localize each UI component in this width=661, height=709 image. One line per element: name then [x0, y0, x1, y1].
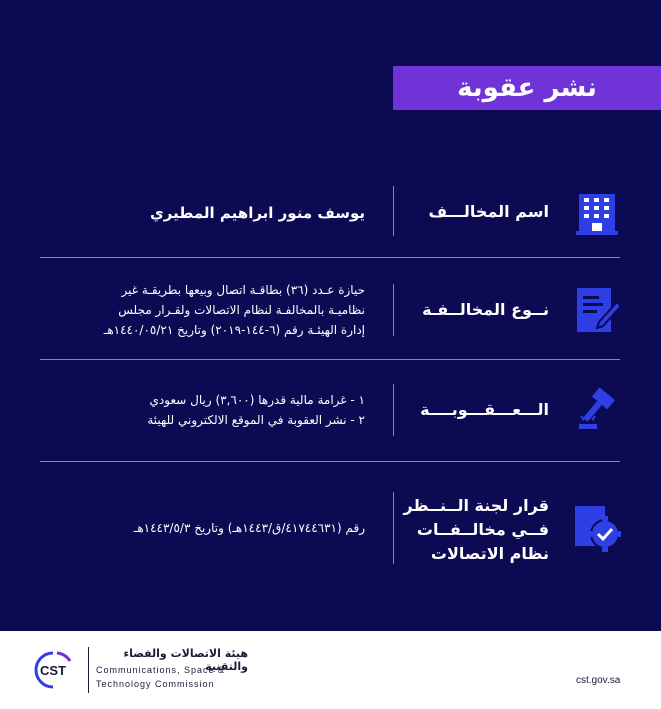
- building-icon: [573, 188, 621, 236]
- gear-check-icon: [573, 504, 621, 552]
- value-violation-type: [104, 280, 365, 340]
- value-decision-number: رقم (٤١٧٤٤٦٣١/ق/١٤٤٣هـ) وتاريخ ١٤٤٣/٥/٣هـ: [133, 521, 365, 535]
- row-divider: [40, 461, 620, 462]
- label-violator-name: اسم المخالـــف: [428, 202, 549, 221]
- value-violator-name: يوسف منور ابراهيم المطيري: [150, 204, 365, 222]
- row-separator: [393, 186, 394, 236]
- footer: [0, 631, 661, 709]
- label-violation-type: نــوع المخالــفـة: [422, 300, 549, 319]
- org-name-english-line1: Communications, Space &: [96, 665, 226, 675]
- org-name-arabic: هيئة الاتصالات والفضاء والتقنية: [123, 647, 248, 673]
- row-divider: [40, 257, 620, 258]
- row-separator: [393, 492, 394, 564]
- footer-divider: [88, 647, 89, 693]
- row-divider: [40, 359, 620, 360]
- org-name-english-line2: Technology Commission: [96, 679, 215, 689]
- logo-text: CST: [40, 663, 66, 678]
- label-penalty: الـــعـــقـــوبــــة: [420, 400, 549, 419]
- violation-line: حيازة عـدد (٣٦) بطاقـة اتصال وبيعها بطريقـة غير: [121, 283, 365, 297]
- page-title-box: [393, 66, 661, 110]
- violation-line: نظاميـة بالمخالفـة لنظام الاتصالات ولقـرار مجلس: [118, 303, 365, 317]
- penalty-line: ٢ - نشر العقوبة في الموقع الالكتروني للهيئة: [147, 413, 365, 427]
- committee-line: قرار لجنة الــنــظر: [403, 496, 549, 515]
- committee-line: فــي مخالــفــات: [416, 520, 549, 539]
- cst-logo-icon: [32, 649, 78, 691]
- label-committee-decision: [404, 494, 549, 566]
- row-separator: [393, 384, 394, 436]
- page-title: نشر عقوبة: [457, 73, 597, 103]
- row-separator: [393, 284, 394, 336]
- value-penalty: [147, 390, 365, 430]
- website-link[interactable]: cst.gov.sa: [576, 675, 621, 686]
- document-pen-icon: [573, 286, 621, 334]
- gavel-icon: [573, 386, 621, 434]
- violation-line: إدارة الهيئـة رقم (٦-١٤٤-٢٠١٩) وتاريخ ١٤٤٠/٠٥/٢١هـ: [103, 323, 365, 337]
- penalty-line: ١ - غرامة مالية قدرها (٣,٦٠٠) ريال سعودي: [149, 393, 365, 407]
- committee-line: نظام الاتصالات: [430, 544, 549, 563]
